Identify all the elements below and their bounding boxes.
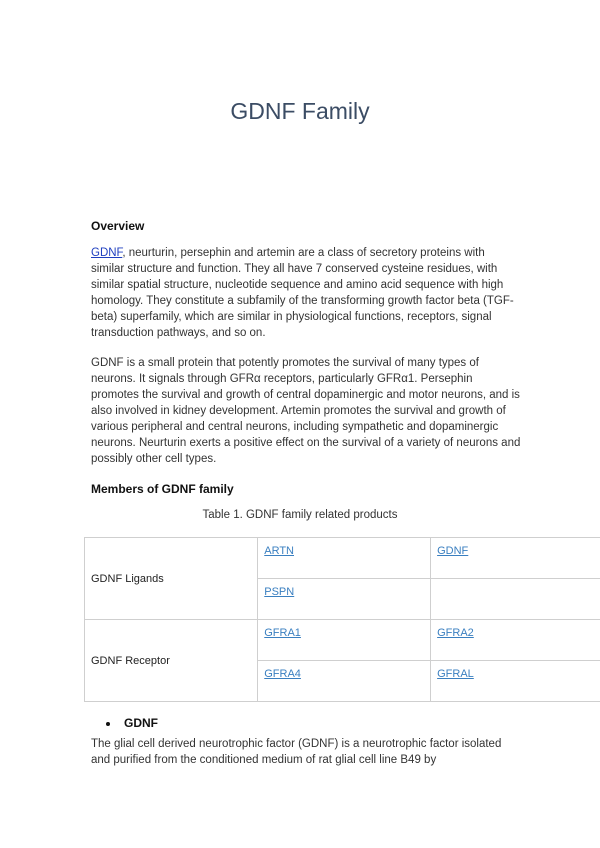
artn-link[interactable]: ARTN [264, 545, 294, 557]
gfra1-link[interactable]: GFRA1 [264, 627, 301, 639]
table-cell [431, 538, 600, 579]
table-cell [258, 661, 431, 702]
gdnf-description: The glial cell derived neurotrophic factor (GDNF) is a neurotrophic factor isolated and purified from the conditioned medium of rat glial cell line B49 by [91, 738, 502, 766]
table-cell [258, 579, 431, 620]
gfra4-link[interactable]: GFRA4 [264, 668, 301, 680]
table-cell [258, 620, 431, 661]
overview-heading: Overview [91, 219, 145, 233]
overview-paragraph-1-text: , neurturin, persephin and artemin are a class of secretory proteins with similar structure and function. They all have 7 conserved cysteine residues, with similar spatial structure, nucleotide sequence and amino acid sequence with high homology. They constitute a subfamily of the transforming growth factor beta (TGF-beta) superfamily, which are similar in physiological functions, receptors, signal transduction pathways, and so on. [91, 247, 514, 339]
table-cell-empty [431, 579, 600, 620]
overview-paragraph-1 [91, 245, 521, 341]
gfral-link[interactable]: GFRAL [437, 668, 474, 680]
overview-paragraph-2: GDNF is a small protein that potently promotes the survival of many types of neurons. It signals through GFRα receptors, particularly GFRα1. Persephin promotes the survival and growth of central dopaminergic and motor neurons, and is also involved in kidney development. Artemin promotes the survival and growth of various peripheral and central neurons, including sympathetic and dopaminergic neurons. Neurturin exerts a positive effect on the survival of a variety of neurons and possibly other cell types. [91, 357, 521, 465]
gdnf-products-table [84, 537, 600, 702]
table-cell [431, 661, 600, 702]
table-row [85, 620, 600, 661]
gdnf-bullet [106, 716, 158, 730]
table-caption: Table 1. GDNF family related products [202, 509, 398, 521]
ligands-group-label: GDNF Ligands [85, 538, 258, 620]
receptor-group-label: GDNF Receptor [85, 620, 258, 702]
gfra2-link[interactable]: GFRA2 [437, 627, 474, 639]
table-cell [431, 620, 600, 661]
gdnf-product-link[interactable]: GDNF [437, 545, 469, 557]
members-heading: Members of GDNF family [91, 482, 234, 496]
page-title: GDNF Family [230, 98, 370, 124]
gdnf-link[interactable]: GDNF [91, 247, 123, 259]
pspn-link[interactable]: PSPN [264, 586, 295, 598]
table-cell [258, 538, 431, 579]
table-row [85, 538, 600, 579]
gdnf-bullet-label: GDNF [124, 716, 158, 730]
bullet-dot-icon [106, 722, 110, 726]
